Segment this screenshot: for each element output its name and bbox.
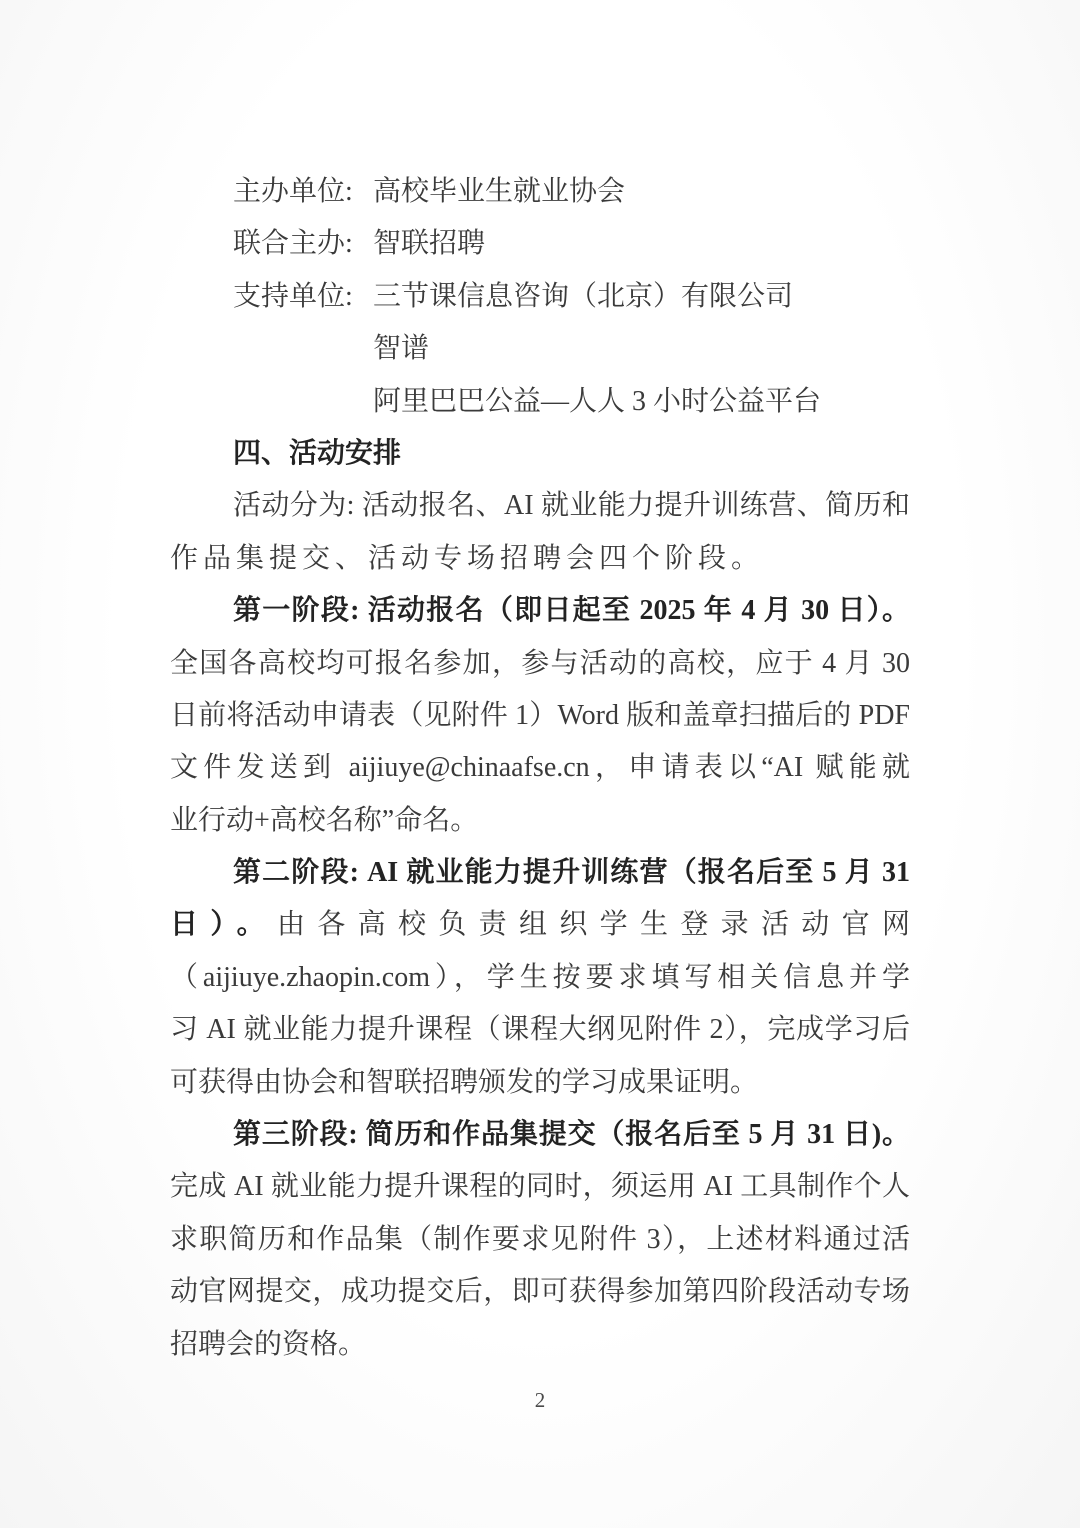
support-unit-value: 三节课信息咨询（北京）有限公司 [373,280,794,312]
stage1-line-2: 日前将活动申请表（见附件 1）Word 版和盖章扫描后的 PDF [170,699,910,731]
stage3-line-1: 完成 AI 就业能力提升课程的同时，须运用 AI 工具制作个人 [170,1171,910,1203]
stage2-heading-continuation-row [170,899,910,951]
host-unit-row [170,166,910,218]
support-extra-2: 阿里巴巴公益—人人 3 小时公益平台 [373,385,822,417]
cohost-row [170,218,910,270]
intro-line-1: 活动分为: 活动报名、AI 就业能力提升训练营、简历和 [233,490,910,522]
support-unit-row [170,271,910,323]
stage2-line-4: 可获得由协会和智联招聘颁发的学习成果证明。 [170,1066,759,1098]
document-body [170,166,910,1371]
stage2-line-3: 习 AI 就业能力提升课程（课程大纲见附件 2），完成学习后 [170,1014,910,1046]
host-unit-value: 高校毕业生就业协会 [373,176,626,207]
stage1-line-1: 全国各高校均可报名参加，参与活动的高校，应于 4 月 30 [170,647,910,679]
support-unit-label: 支持单位: [233,280,353,312]
stage1-line-3: 文件发送到 aijiuye@chinaafse.cn，申请表以“AI 赋能就 [170,752,910,784]
stage2-line-2: （aijiuye.zhaopin.com），学生按要求填写相关信息并学 [170,961,910,993]
stage1-line-4: 业行动+高校名称”命名。 [170,804,479,836]
page-number: 2 [534,1388,546,1412]
section-heading: 四、活动安排 [233,437,402,469]
stage3-line-2: 求职简历和作品集（制作要求见附件 3），上述材料通过活 [170,1223,910,1255]
stage2-heading-line-1: 第二阶段: AI 就业能力提升训练营（报名后至 5 月 31 [233,857,910,889]
stage1-heading: 第一阶段: 活动报名（即日起至 2025 年 4 月 30 日）。 [233,595,910,627]
cohost-value: 智联招聘 [373,228,486,260]
stage2-heading-continuation: 日）。 [170,909,277,941]
cohost-label: 联合主办: [233,228,353,260]
host-unit-label: 主办单位: [233,176,353,207]
stage2-line-1: 由各高校负责组织学生登录活动官网 [277,909,910,941]
stage3-line-3: 动官网提交，成功提交后，即可获得参加第四阶段活动专场 [170,1276,910,1308]
intro-line-2: 作品集提交、活动专场招聘会四个阶段。 [170,542,765,574]
stage3-heading: 第三阶段: 简历和作品集提交（报名后至 5 月 31 日)。 [233,1119,910,1151]
stage3-line-4: 招聘会的资格。 [170,1328,367,1360]
support-extra-1: 智谱 [373,333,430,365]
